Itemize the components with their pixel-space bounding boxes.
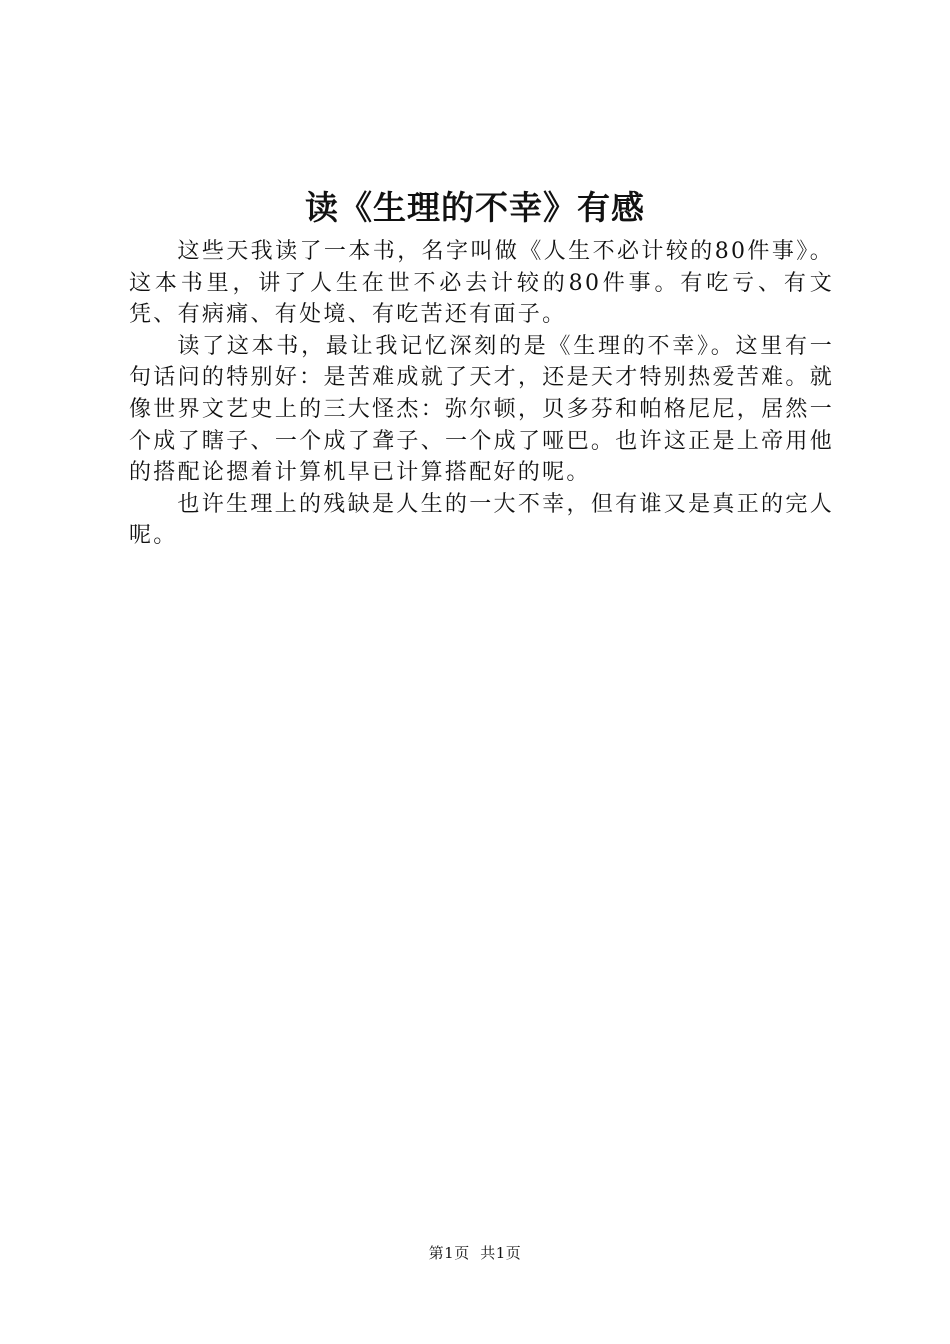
page-number: 第1页 <box>428 1244 470 1262</box>
document-body <box>129 236 834 552</box>
page-total: 共1页 <box>480 1244 522 1262</box>
page-title: 读《生理的不幸》有感 <box>305 188 645 227</box>
page-footer <box>0 1242 950 1264</box>
paragraph-2: 读了这本书，最让我记忆深刻的是《生理的不幸》。这里有一句话问的特别好：是苦难成就了天才，还是天才特别热爱苦难。就像世界文艺史上的三大怪杰：弥尔顿，贝多芬和帕格尼尼，居然一个成了瞎子、一个成了聋子、一个成了哑巴。也许这正是上帝用他的搭配论摁着计算机早已计算搭配好的呢。 <box>129 333 834 486</box>
paragraph-1: 这些天我读了一本书，名字叫做《人生不必计较的80件事》。这本书里，讲了人生在世不必去计较的80件事。有吃亏、有文凭、有病痛、有处境、有吃苦还有面子。 <box>129 239 834 328</box>
paragraph-3: 也许生理上的残缺是人生的一大不幸，但有谁又是真正的完人呢。 <box>129 491 834 549</box>
